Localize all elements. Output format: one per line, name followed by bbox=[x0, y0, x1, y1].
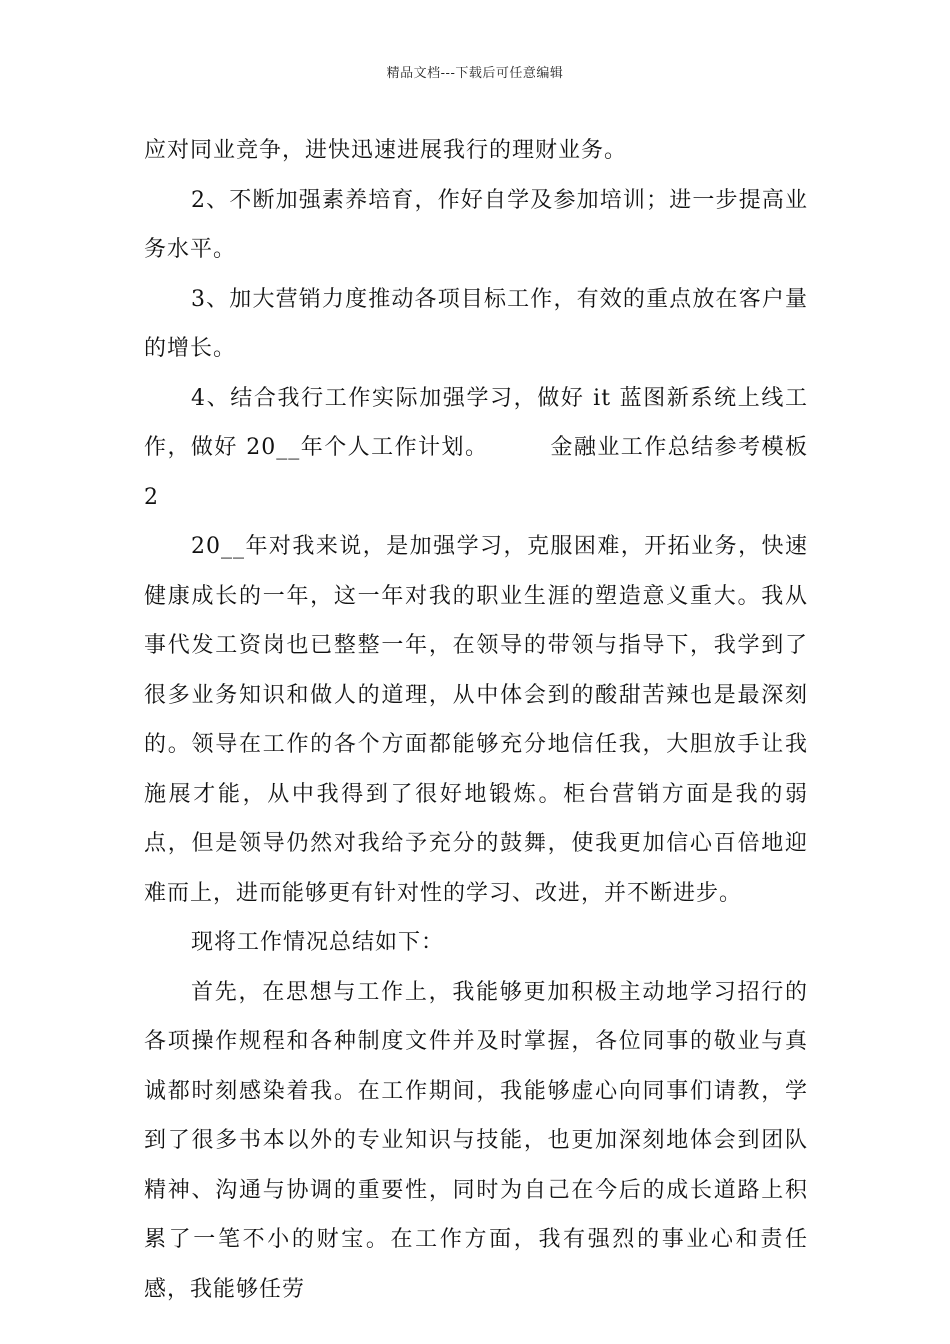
paragraph-5: 20__年对我来说，是加强学习，克服困难，开拓业务，快速健康成长的一年，这一年对我的职业生涯的塑造意义重大。我从事代发工资岗也已整整一年，在领导的带领与指导下，我学到了很多业务知识和做人的道理，从中体会到的酸甜苦辣也是最深刻的。领导在工作的各个方面都能够充分地信任我，大胆放手让我施展才能，从中我得到了很好地锻炼。柜台营销方面是我的弱点，但是领导仍然对我给予充分的鼓舞，使我更加信心百倍地迎难而上，进而能够更有针对性的学习、改进，并不断进步。 bbox=[144, 534, 808, 906]
paragraph-1: 应对同业竞争，进快迅速进展我行的理财业务。 bbox=[144, 138, 628, 163]
paragraph-3: 3、加大营销力度推动各项目标工作，有效的重点放在客户量的增长。 bbox=[144, 286, 808, 361]
document-body bbox=[144, 126, 808, 1314]
section-title: 金融业工作总结参考模板 2 bbox=[144, 435, 808, 510]
paragraph-6: 现将工作情况总结如下： bbox=[191, 930, 445, 955]
paragraph-7: 首先，在思想与工作上，我能够更加积极主动地学习招行的各项操作规程和各种制度文件并及时掌握，各位同事的敬业与真诚都时刻感染着我。在工作期间，我能够虚心向同事们请教，学到了很多书本以外的专业知识与技能，也更加深刻地体会到团队精神、沟通与协调的重要性，同时为自己在今后的成长道路上积累了一笔不小的财宝。在工作方面，我有强烈的事业心和责任感，我能够任劳 bbox=[144, 979, 808, 1302]
page-header: 精品文档---下载后可任意编辑 bbox=[386, 66, 564, 81]
paragraph-2: 2、不断加强素养培育，作好自学及参加培训；进一步提高业务水平。 bbox=[144, 187, 808, 262]
paragraph-4-text: 4、结合我行工作实际加强学习，做好 it 蓝图新系统上线工作，做好 20__年个人工作计划。 bbox=[144, 385, 808, 460]
paragraph-4 bbox=[144, 374, 808, 523]
